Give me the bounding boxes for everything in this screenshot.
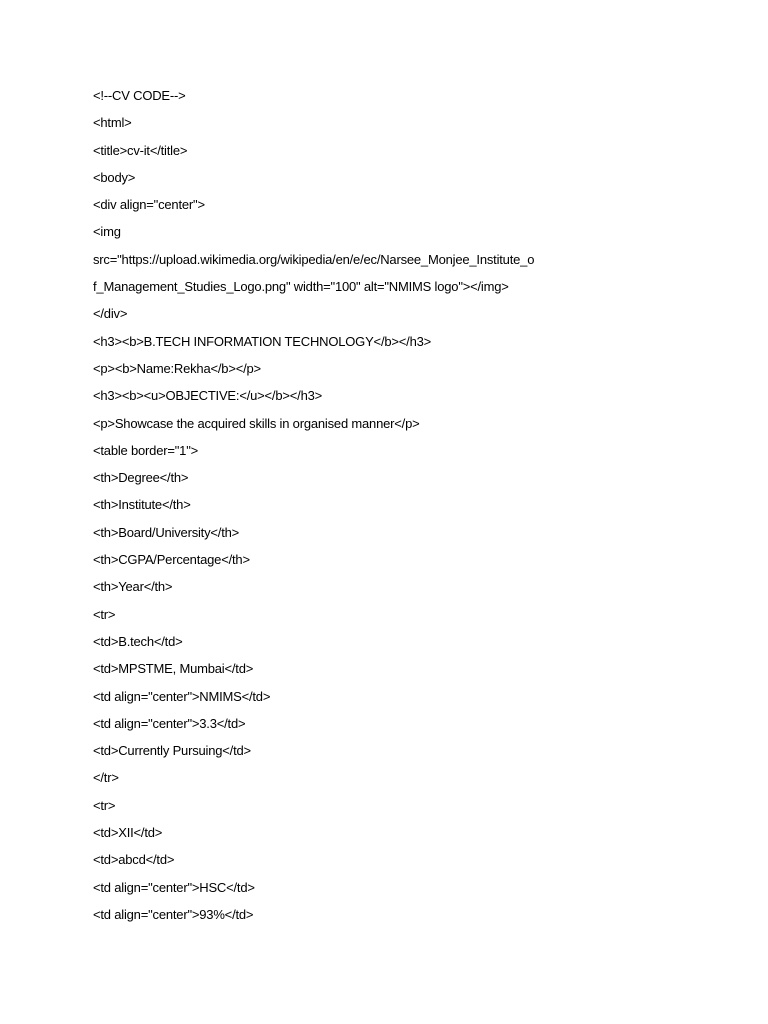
code-line: <td>XII</td> <box>93 825 163 841</box>
code-line: <th>CGPA/Percentage</th> <box>93 552 250 568</box>
code-line: <th>Year</th> <box>93 579 173 595</box>
code-line: <table border="1"> <box>93 442 199 458</box>
code-line: <td align="center">3.3</td> <box>93 715 246 731</box>
code-line: <p><b>Name:Rekha</b></p> <box>93 360 261 376</box>
code-line: <div align="center"> <box>93 197 205 213</box>
code-line: <td>MPSTME, Mumbai</td> <box>93 661 254 677</box>
code-line: <!--CV CODE--> <box>93 88 186 103</box>
code-line: <td>abcd</td> <box>93 852 175 868</box>
code-line: <body> <box>93 169 136 185</box>
code-line: <td align="center">93%</td> <box>93 906 254 922</box>
code-line: <html> <box>93 115 132 131</box>
code-line: src="https://upload.wikimedia.org/wikipedia/en/e/ec/Narsee_Monjee_Institute_o <box>93 251 535 267</box>
code-line: <p>Showcase the acquired skills in organised manner</p> <box>93 415 420 431</box>
code-line: <td>B.tech</td> <box>93 633 183 649</box>
code-line: <h3><b>B.TECH INFORMATION TECHNOLOGY</b></h3> <box>93 333 432 349</box>
code-listing <box>93 85 693 931</box>
code-line: <title>cv-it</title> <box>93 142 188 158</box>
code-line: f_Management_Studies_Logo.png" width="100" alt="NMIMS logo"></img> <box>93 279 509 295</box>
code-line: <th>Degree</th> <box>93 470 189 486</box>
code-line: </tr> <box>93 770 119 786</box>
code-line: <img <box>93 224 121 240</box>
code-line: <th>Institute</th> <box>93 497 191 513</box>
code-line: <td align="center">NMIMS</td> <box>93 688 271 704</box>
code-line: <tr> <box>93 606 116 622</box>
code-line: <td>Currently Pursuing</td> <box>93 743 251 759</box>
code-line: <tr> <box>93 797 116 813</box>
code-line: <th>Board/University</th> <box>93 524 240 540</box>
code-line: <td align="center">HSC</td> <box>93 879 255 895</box>
code-line: <h3><b><u>OBJECTIVE:</u></b></h3> <box>93 388 323 404</box>
code-line: </div> <box>93 306 128 322</box>
